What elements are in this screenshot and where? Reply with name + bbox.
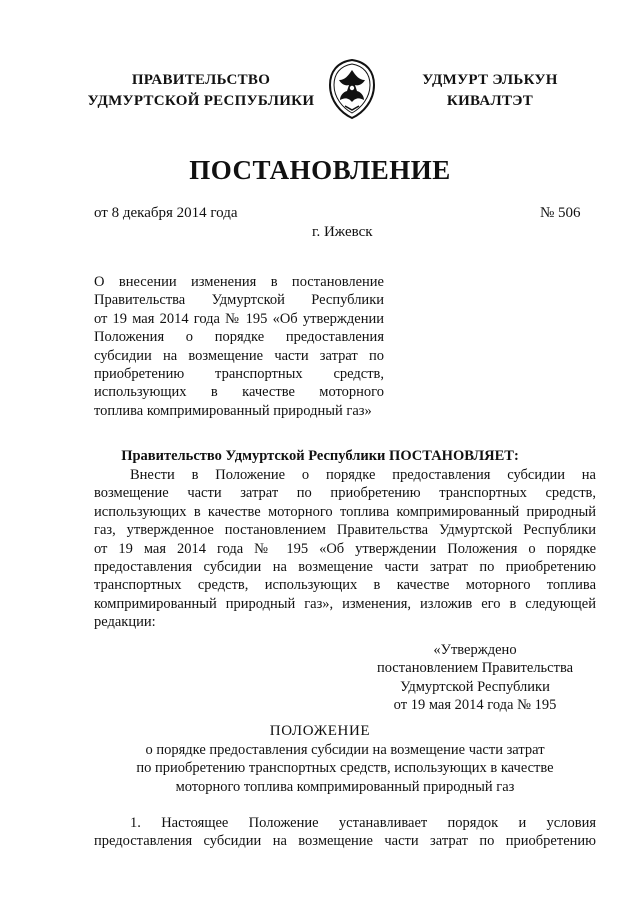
- body-line: Внести в Положение о порядке предоставления субсидии на: [130, 467, 596, 483]
- document-number: № 506: [540, 205, 581, 221]
- subtitle-line: по приобретению транспортных средств, использующих в качестве: [136, 760, 554, 777]
- clause-line: 1. Настоящее Положение устанавливает порядок и условия: [130, 815, 596, 831]
- approval-line: от 19 мая 2014 года № 195: [393, 697, 557, 714]
- udmurt-coat-of-arms-icon: [327, 58, 377, 120]
- document-subject: [94, 273, 384, 420]
- header-left-line-1: ПРАВИТЕЛЬСТВО: [131, 72, 271, 88]
- document-type-title: ПОСТАНОВЛЕНИЕ: [189, 155, 451, 185]
- subject-line: О внесении изменения в постановление: [94, 274, 384, 290]
- clause-1: [94, 814, 596, 851]
- decree-body: [94, 466, 596, 632]
- document-date: от 8 декабря 2014 года: [94, 205, 238, 221]
- subtitle-line: моторного топлива компримированный природный газ: [175, 778, 515, 795]
- section-title: ПОЛОЖЕНИЕ: [269, 723, 371, 739]
- subject-line: топлива компримированный природный газ»: [94, 402, 372, 419]
- body-line: возмещение части затрат по приобретению транспортных средств,: [94, 485, 596, 502]
- document-city: г. Ижевск: [312, 224, 373, 240]
- header-right-line-2: КИВАЛТЭТ: [446, 93, 534, 109]
- approval-stamp: [350, 641, 600, 715]
- decree-heading: Правительство Удмуртской Республики ПОСТАНОВЛЯЕТ:: [121, 448, 519, 464]
- header-government-udm: [400, 70, 580, 112]
- subtitle-line: о порядке предоставления субсидии на возмещение части затрат: [145, 742, 545, 758]
- approval-line: «Утверждено: [433, 642, 517, 658]
- body-line: редакции:: [94, 614, 156, 631]
- clause-line: предоставления субсидии на возмещение части затрат по приобретению: [94, 833, 596, 850]
- approval-line: Удмуртской Республики: [400, 678, 550, 695]
- header-right-line-1: УДМУРТ ЭЛЬКУН: [422, 72, 558, 88]
- subject-line: субсидии на возмещение части затрат по: [94, 347, 384, 364]
- subject-line: от 19 мая 2014 года № 195 «Об утверждении: [94, 310, 384, 327]
- body-line: транспортных средств, использующих в качестве моторного топлива: [94, 577, 596, 594]
- header-left-line-2: УДМУРТСКОЙ РЕСПУБЛИКИ: [87, 93, 315, 109]
- body-line: компримированный природный газ», изменения, изложив его в следующей: [94, 595, 596, 612]
- subject-line: Положения о порядке предоставления: [94, 329, 384, 346]
- subject-line: приобретению транспортных средств,: [94, 366, 384, 383]
- section-subtitle: [94, 741, 596, 796]
- approval-line: постановлением Правительства: [376, 660, 574, 677]
- body-line: использующих в качестве моторного топлива компримированный природный: [94, 503, 596, 520]
- header-government-ru: [72, 70, 330, 112]
- body-line: от 19 мая 2014 года № 195 «Об утверждении Положения о порядке: [94, 540, 596, 557]
- subject-line: использующих в качестве моторного: [94, 384, 384, 401]
- body-line: газ, утвержденное постановлением Правительства Удмуртской Республики: [94, 522, 596, 539]
- body-line: предоставления субсидии на возмещение части затрат по приобретению: [94, 559, 596, 576]
- subject-line: Правительства Удмуртской Республики: [94, 292, 384, 309]
